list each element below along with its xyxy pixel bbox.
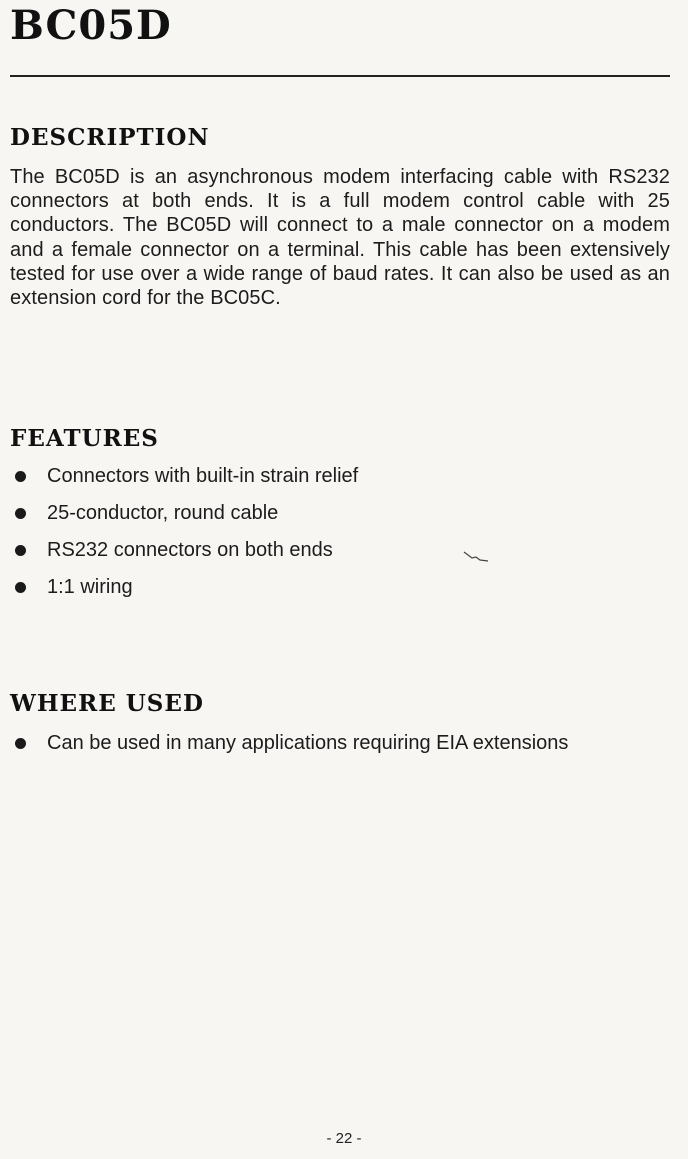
list-item bbox=[10, 574, 680, 611]
where-used-heading: WHERE USED bbox=[10, 690, 204, 717]
bullet-icon bbox=[15, 471, 26, 482]
list-item bbox=[10, 500, 680, 537]
where-used-list bbox=[10, 730, 680, 767]
list-item bbox=[10, 730, 680, 767]
feature-text: 25-conductor, round cable bbox=[47, 502, 279, 524]
features-list bbox=[10, 463, 680, 611]
list-item bbox=[10, 537, 680, 574]
bullet-icon bbox=[15, 738, 26, 749]
description-heading: DESCRIPTION bbox=[10, 124, 210, 151]
pen-mark-icon bbox=[462, 550, 490, 564]
where-used-text: Can be used in many applications requiring EIA extensions bbox=[47, 732, 569, 754]
page-number: - 22 - bbox=[326, 1130, 362, 1147]
feature-text: 1:1 wiring bbox=[47, 576, 133, 598]
bullet-icon bbox=[15, 582, 26, 593]
title-divider bbox=[10, 75, 670, 77]
bullet-icon bbox=[15, 545, 26, 556]
features-heading: FEATURES bbox=[10, 425, 159, 452]
feature-text: Connectors with built-in strain relief bbox=[47, 465, 359, 487]
bullet-icon bbox=[15, 508, 26, 519]
feature-text: RS232 connectors on both ends bbox=[47, 539, 333, 561]
page-title: BC05D bbox=[10, 2, 172, 49]
list-item bbox=[10, 463, 680, 500]
description-paragraph: The BC05D is an asynchronous modem interfacing cable with RS232 connectors at both ends. It is a full modem control cable with 25 conductors. The BC05D will connect to a male connector on a modem and a female connector on a terminal. This cable has been extensively tested for use over a wide range of baud rates. It can also be used as an extension cord for the BC05C. bbox=[10, 166, 670, 310]
